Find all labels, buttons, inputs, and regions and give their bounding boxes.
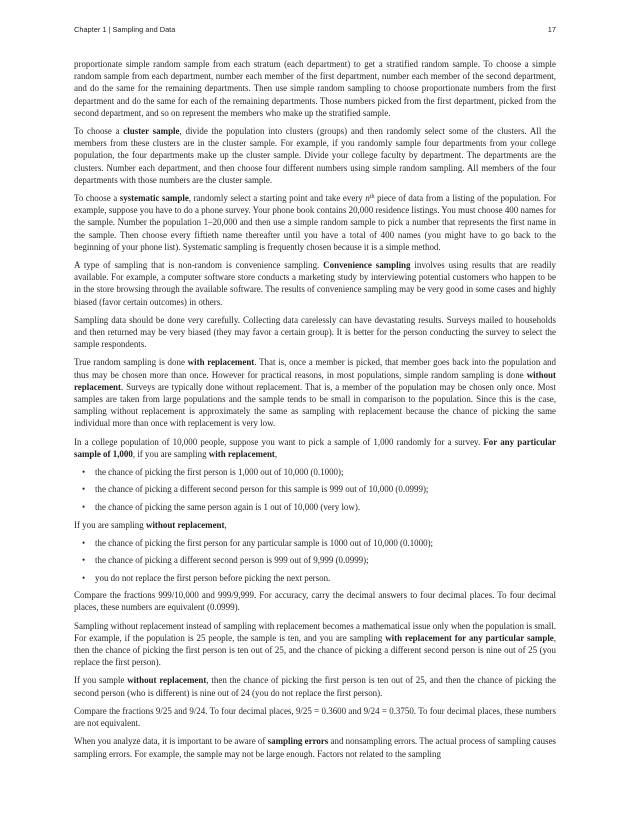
text-span: Sampling without replacement instead of sampling with replacement becomes a mathematical issue only when the population is small. For example, if the population is 25 people, the sample is ten, and you are sampling (74, 620, 556, 643)
paragraph-convenience-sampling (74, 259, 556, 308)
term-sampling-errors: sampling errors (267, 736, 329, 747)
term-with-replacement: with replacement (187, 357, 255, 368)
paragraph-replacement (74, 356, 556, 429)
variable-n: n (365, 193, 370, 204)
paragraph-compare-fractions-2: Compare the fractions 9/25 and 9/24. To four decimal places, 9/25 = 0.3600 and 9/24 = 0.3750. To four decimal places, these numbers are not equivalent. (74, 705, 556, 729)
paragraph-systematic-sample (74, 192, 556, 253)
paragraph-stratified: proportionate simple random sample from each stratum (each department) to get a stratified random sample. To choose a simple random sample from each department, number each member of the first department, number each member of the second department, and do the same for the remaining departments. Then use simple random sampling to choose proportionate numbers from the first department and do the same for each of the remaining departments. Those numbers picked from the first department, picked from the second department, and so on represent the members who make up the stratified sample. (74, 59, 556, 118)
term-systematic-sample: systematic sample (119, 193, 189, 204)
list-item: • the chance of picking a different second person for this sample is 999 out of 10,000 (0.0999); (95, 483, 556, 495)
text-span: True random sampling is done (74, 357, 188, 368)
text-span: , (224, 519, 227, 530)
text-span: piece of data from a listing of the population. For example, suppose you have to do a phone survey. Your phone book contains 20,000 residence listings. You must choose 400 names for the sample. Number the population 1–20,000 and then use a simple random sample to pick a number that represents the first name in the sample. Then choose every fiftieth name thereafter until you have a total of 400 names (you might have to go back to the beginning of your phone list). Systematic sampling is frequently chosen because it is a simple method. (74, 193, 556, 252)
page-number: 17 (547, 25, 556, 34)
paragraph-sampling-errors (74, 735, 556, 759)
text-span: . That is, once a member is picked, that member goes back into the population and thus may be chosen more than once. However for practical reasons, in most populations, simple random sampling is done (74, 357, 556, 380)
page-header (74, 25, 556, 37)
term-convenience-sampling: Convenience sampling (323, 260, 411, 271)
bold-phrase: without replacement (145, 519, 225, 530)
bold-phrase: For any particular sample of 1,000 (74, 436, 556, 459)
text-span: , divide the population into clusters (groups) and then randomly select some of the clusters. All the members from these clusters are in the cluster sample. For example, if you randomly sample four departments from your college population, the four departments make up the cluster sample. Divide your college faculty by department. The departments are the clusters. Number each department, and then choose four different numbers using simple random sampling. All members of the four departments with those numbers are the cluster sample. (74, 126, 556, 185)
text-span: , (274, 448, 278, 459)
list-item: • the chance of picking the first person for any particular sample is 1000 out of 10,000 (0.1000); (95, 537, 556, 549)
bold-phrase: with replacement for any particular sample (385, 632, 554, 643)
text-span: involves using results that are readily available. For example, a computer software store conducts a marketing study by interviewing potential customers who happen to be in the store browsing through the available software. The results of convenience sampling may be very good in some cases and highly biased (favor certain outcomes) in others. (74, 260, 556, 307)
term-cluster-sample: cluster sample (123, 126, 180, 137)
text-span: If you are sampling (74, 519, 146, 530)
list-item: • you do not replace the first person before picking the next person. (95, 572, 556, 584)
text-span: When you analyze data, it is important to be aware of (74, 736, 268, 747)
paragraph-small-population (74, 620, 556, 669)
term-without-replacement: without replacement (74, 369, 556, 392)
bold-phrase: with replacement (208, 448, 275, 459)
text-span: A type of sampling that is non-random is convenience sampling. (74, 260, 324, 271)
text-span: If you sample (74, 675, 128, 686)
chapter-title: Chapter 1 | Sampling and Data (74, 25, 176, 34)
paragraph-sample-without-replacement (74, 674, 556, 698)
text-span: , then the chance of picking the first person is ten out of 25, and then the chance of picking the second person (who is different) is nine out of 24 (you do not replace the first person). (74, 675, 556, 698)
paragraph-college-population (74, 436, 556, 460)
paragraph-without-replacement-intro (74, 519, 556, 531)
text-span: In a college population of 10,000 people, suppose you want to pick a sample of 1,000 randomly for a survey. (74, 436, 484, 447)
bullet-list-without-replacement (74, 537, 556, 584)
paragraph-careful-sampling: Sampling data should be done very carefully. Collecting data carelessly can have devastating results. Surveys mailed to households and then returned may be very biased (they may favor a certain group). It is better for the person conducting the survey to select the sample respondents. (74, 314, 556, 350)
bullet-list-with-replacement (74, 466, 556, 513)
text-span: To choose a (74, 193, 120, 204)
text-span: To choose a (74, 126, 124, 137)
text-span: , then the chance of picking the first person is ten out of 25, and the chance of picking a different second person is nine out of 25 (you replace the first person). (74, 632, 556, 668)
list-item: • the chance of picking the same person again is 1 out of 10,000 (very low). (95, 501, 556, 513)
text-span: , if you are sampling (132, 448, 209, 459)
text-span: , randomly select a starting point and take every (188, 193, 366, 204)
paragraph-cluster-sample (74, 125, 556, 186)
paragraph-compare-fractions-1: Compare the fractions 999/10,000 and 999/9,999. For accuracy, carry the decimal answers to four decimal places. To four decimal places, these numbers are equivalent (0.0999). (74, 590, 556, 613)
list-item: • the chance of picking the first person is 1,000 out of 10,000 (0.1000); (95, 466, 556, 478)
page-body (74, 58, 556, 766)
text-span: . Surveys are typically done without replacement. That is, a member of the population may be chosen only once. Most samples are taken from large populations and the sample tends to be small in comparison to the population. Since this is the case, sampling without replacement is approximately the same as sampling with replacement because the chance of picking the same individual more than once with replacement is very low. (74, 381, 556, 429)
list-item: • the chance of picking a different second person is 999 out of 9,999 (0.0999); (95, 554, 556, 566)
bold-phrase: without replacement (127, 675, 207, 686)
text-span: and nonsampling errors. The actual process of sampling causes sampling errors. For example, the sample may not be large enough. Factors not related to the sampling (74, 736, 557, 759)
superscript-th: th (369, 194, 375, 201)
